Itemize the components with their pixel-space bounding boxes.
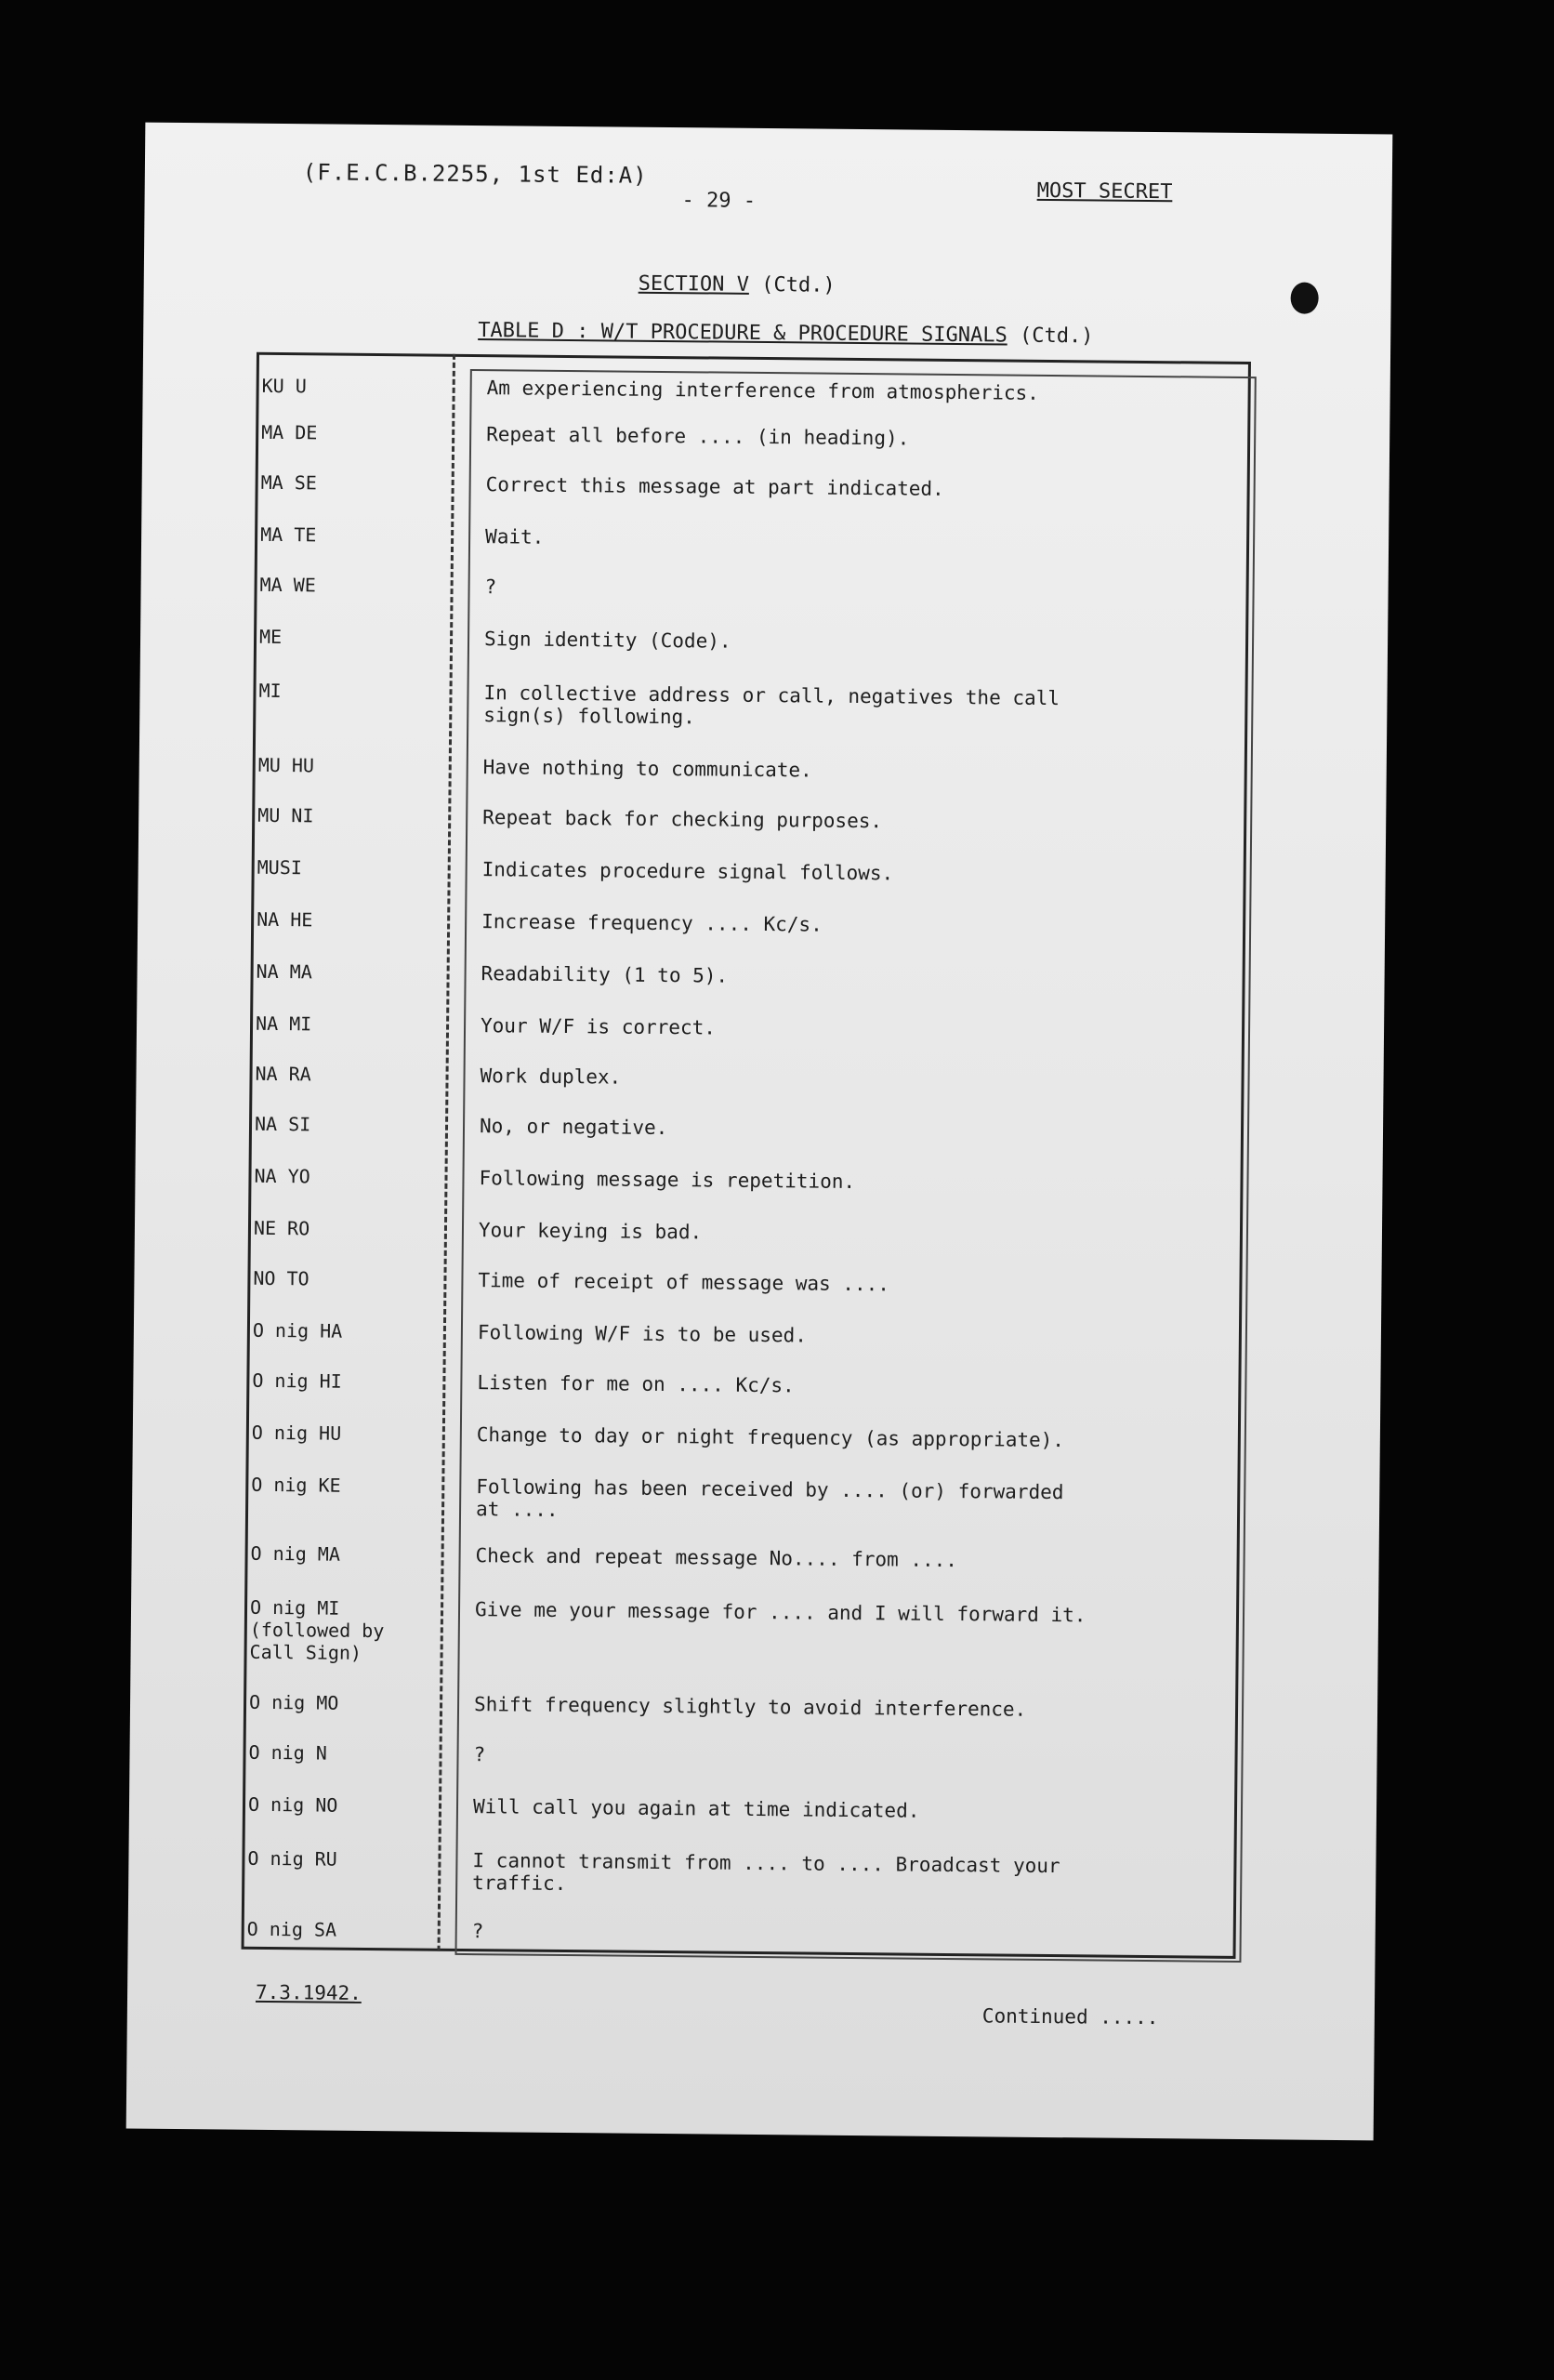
signal-code: O nig KE <box>251 1473 341 1497</box>
document-reference: (F.E.C.B.2255, 1st Ed:A) <box>302 159 648 189</box>
signal-code: MA DE <box>261 420 318 444</box>
document-date: 7.3.1942. <box>255 1980 362 2004</box>
signal-code: MUSI <box>257 855 302 879</box>
signal-meaning: Will call you again at time indicated. <box>472 1795 920 1822</box>
signal-meaning: Change to day or night frequency (as appropriate). <box>476 1423 1065 1452</box>
signal-code: O nig SA <box>246 1917 337 1941</box>
signal-code: O nig MA <box>250 1541 341 1566</box>
signal-meaning: Increase frequency .... Kc/s. <box>481 910 823 936</box>
signal-code: ME <box>258 625 283 649</box>
signal-code: MA SE <box>260 470 318 495</box>
signal-code: MU HU <box>257 753 315 777</box>
signal-meaning: ? <box>484 575 497 599</box>
signal-meaning: Time of receipt of message was .... <box>478 1269 890 1296</box>
signal-code: NE RO <box>253 1216 310 1240</box>
signal-code: NA SI <box>254 1112 311 1136</box>
signal-meaning: Indicates procedure signal follows. <box>481 858 894 885</box>
signal-code: MI <box>258 679 282 703</box>
table-title: TABLE D : W/T PROCEDURE & PROCEDURE SIGNALS <box>478 319 1007 348</box>
signal-meaning: In collective address or call, negatives the call sign(s) following. <box>483 681 1060 729</box>
section-suffix: (Ctd.) <box>761 272 836 298</box>
signal-meaning: No, or negative. <box>479 1115 668 1140</box>
signal-code: NA MA <box>256 959 312 984</box>
signal-code: MA TE <box>260 522 317 547</box>
signal-meaning: Am experiencing interference from atmospherics. <box>486 377 1039 404</box>
signal-meaning: Have nothing to communicate. <box>482 756 812 782</box>
signal-meaning: Work duplex. <box>480 1064 622 1089</box>
signal-meaning: Shift frequency slightly to avoid interference. <box>473 1693 1027 1721</box>
section-title: SECTION V <box>638 271 750 297</box>
classification-marking: MOST SECRET <box>1036 178 1173 205</box>
signal-code: O nig RU <box>247 1846 337 1871</box>
signal-meaning: Wait. <box>485 525 545 549</box>
continued-note: Continued ..... <box>981 2004 1159 2030</box>
signal-meaning: Listen for me on .... Kc/s. <box>477 1371 795 1397</box>
signal-code: O nig HU <box>251 1421 342 1445</box>
signal-code: O nig MI (followed by Call Sign) <box>249 1595 385 1664</box>
table-heading <box>478 319 1093 348</box>
table-title-suffix: (Ctd.) <box>1019 324 1094 349</box>
signal-code: O nig HI <box>252 1368 342 1393</box>
signal-code: MA WE <box>259 573 316 597</box>
signal-meaning: Your W/F is correct. <box>480 1014 717 1039</box>
signal-code: NO TO <box>253 1266 309 1290</box>
signal-meaning: I cannot transmit from .... to .... Broadcast your traffic. <box>472 1849 1060 1896</box>
signal-meaning: Your keying is bad. <box>478 1219 703 1244</box>
signal-code: O nig MO <box>248 1690 339 1714</box>
signal-meaning: Following message is repetition. <box>479 1167 856 1193</box>
ink-blot <box>1290 282 1318 313</box>
signal-code: KU U <box>261 374 307 398</box>
signal-meaning: ? <box>473 1743 486 1766</box>
signal-meaning: Repeat back for checking purposes. <box>482 806 883 833</box>
signal-meaning: Check and repeat message No.... from .... <box>475 1544 958 1572</box>
signal-code: NA HE <box>257 907 313 932</box>
signal-code: NA YO <box>254 1164 310 1188</box>
signal-meaning: Sign identity (Code). <box>483 628 731 653</box>
document-page <box>126 123 1393 2141</box>
signal-code: O nig HA <box>252 1318 343 1342</box>
signal-meaning: Repeat all before .... (in heading). <box>486 423 910 450</box>
section-heading <box>639 272 836 298</box>
page-number: - 29 - <box>681 189 757 213</box>
signal-code: MU NI <box>257 803 314 827</box>
table-inner-frame <box>454 369 1256 1963</box>
signal-meaning: Following has been received by .... (or) forwarded at .... <box>475 1475 1064 1521</box>
signal-meaning: Readability (1 to 5). <box>481 962 729 987</box>
signal-meaning: ? <box>471 1920 484 1943</box>
signal-code: O nig N <box>248 1740 327 1765</box>
signal-code: O nig NO <box>247 1792 338 1817</box>
signal-meaning: Following W/F is to be used. <box>477 1321 808 1347</box>
signal-meaning: Correct this message at part indicated. <box>485 473 944 500</box>
signal-code: NA RA <box>255 1062 311 1086</box>
signal-meaning: Give me your message for .... and I will forward it. <box>474 1598 1086 1627</box>
signal-code: NA MI <box>255 1012 312 1036</box>
